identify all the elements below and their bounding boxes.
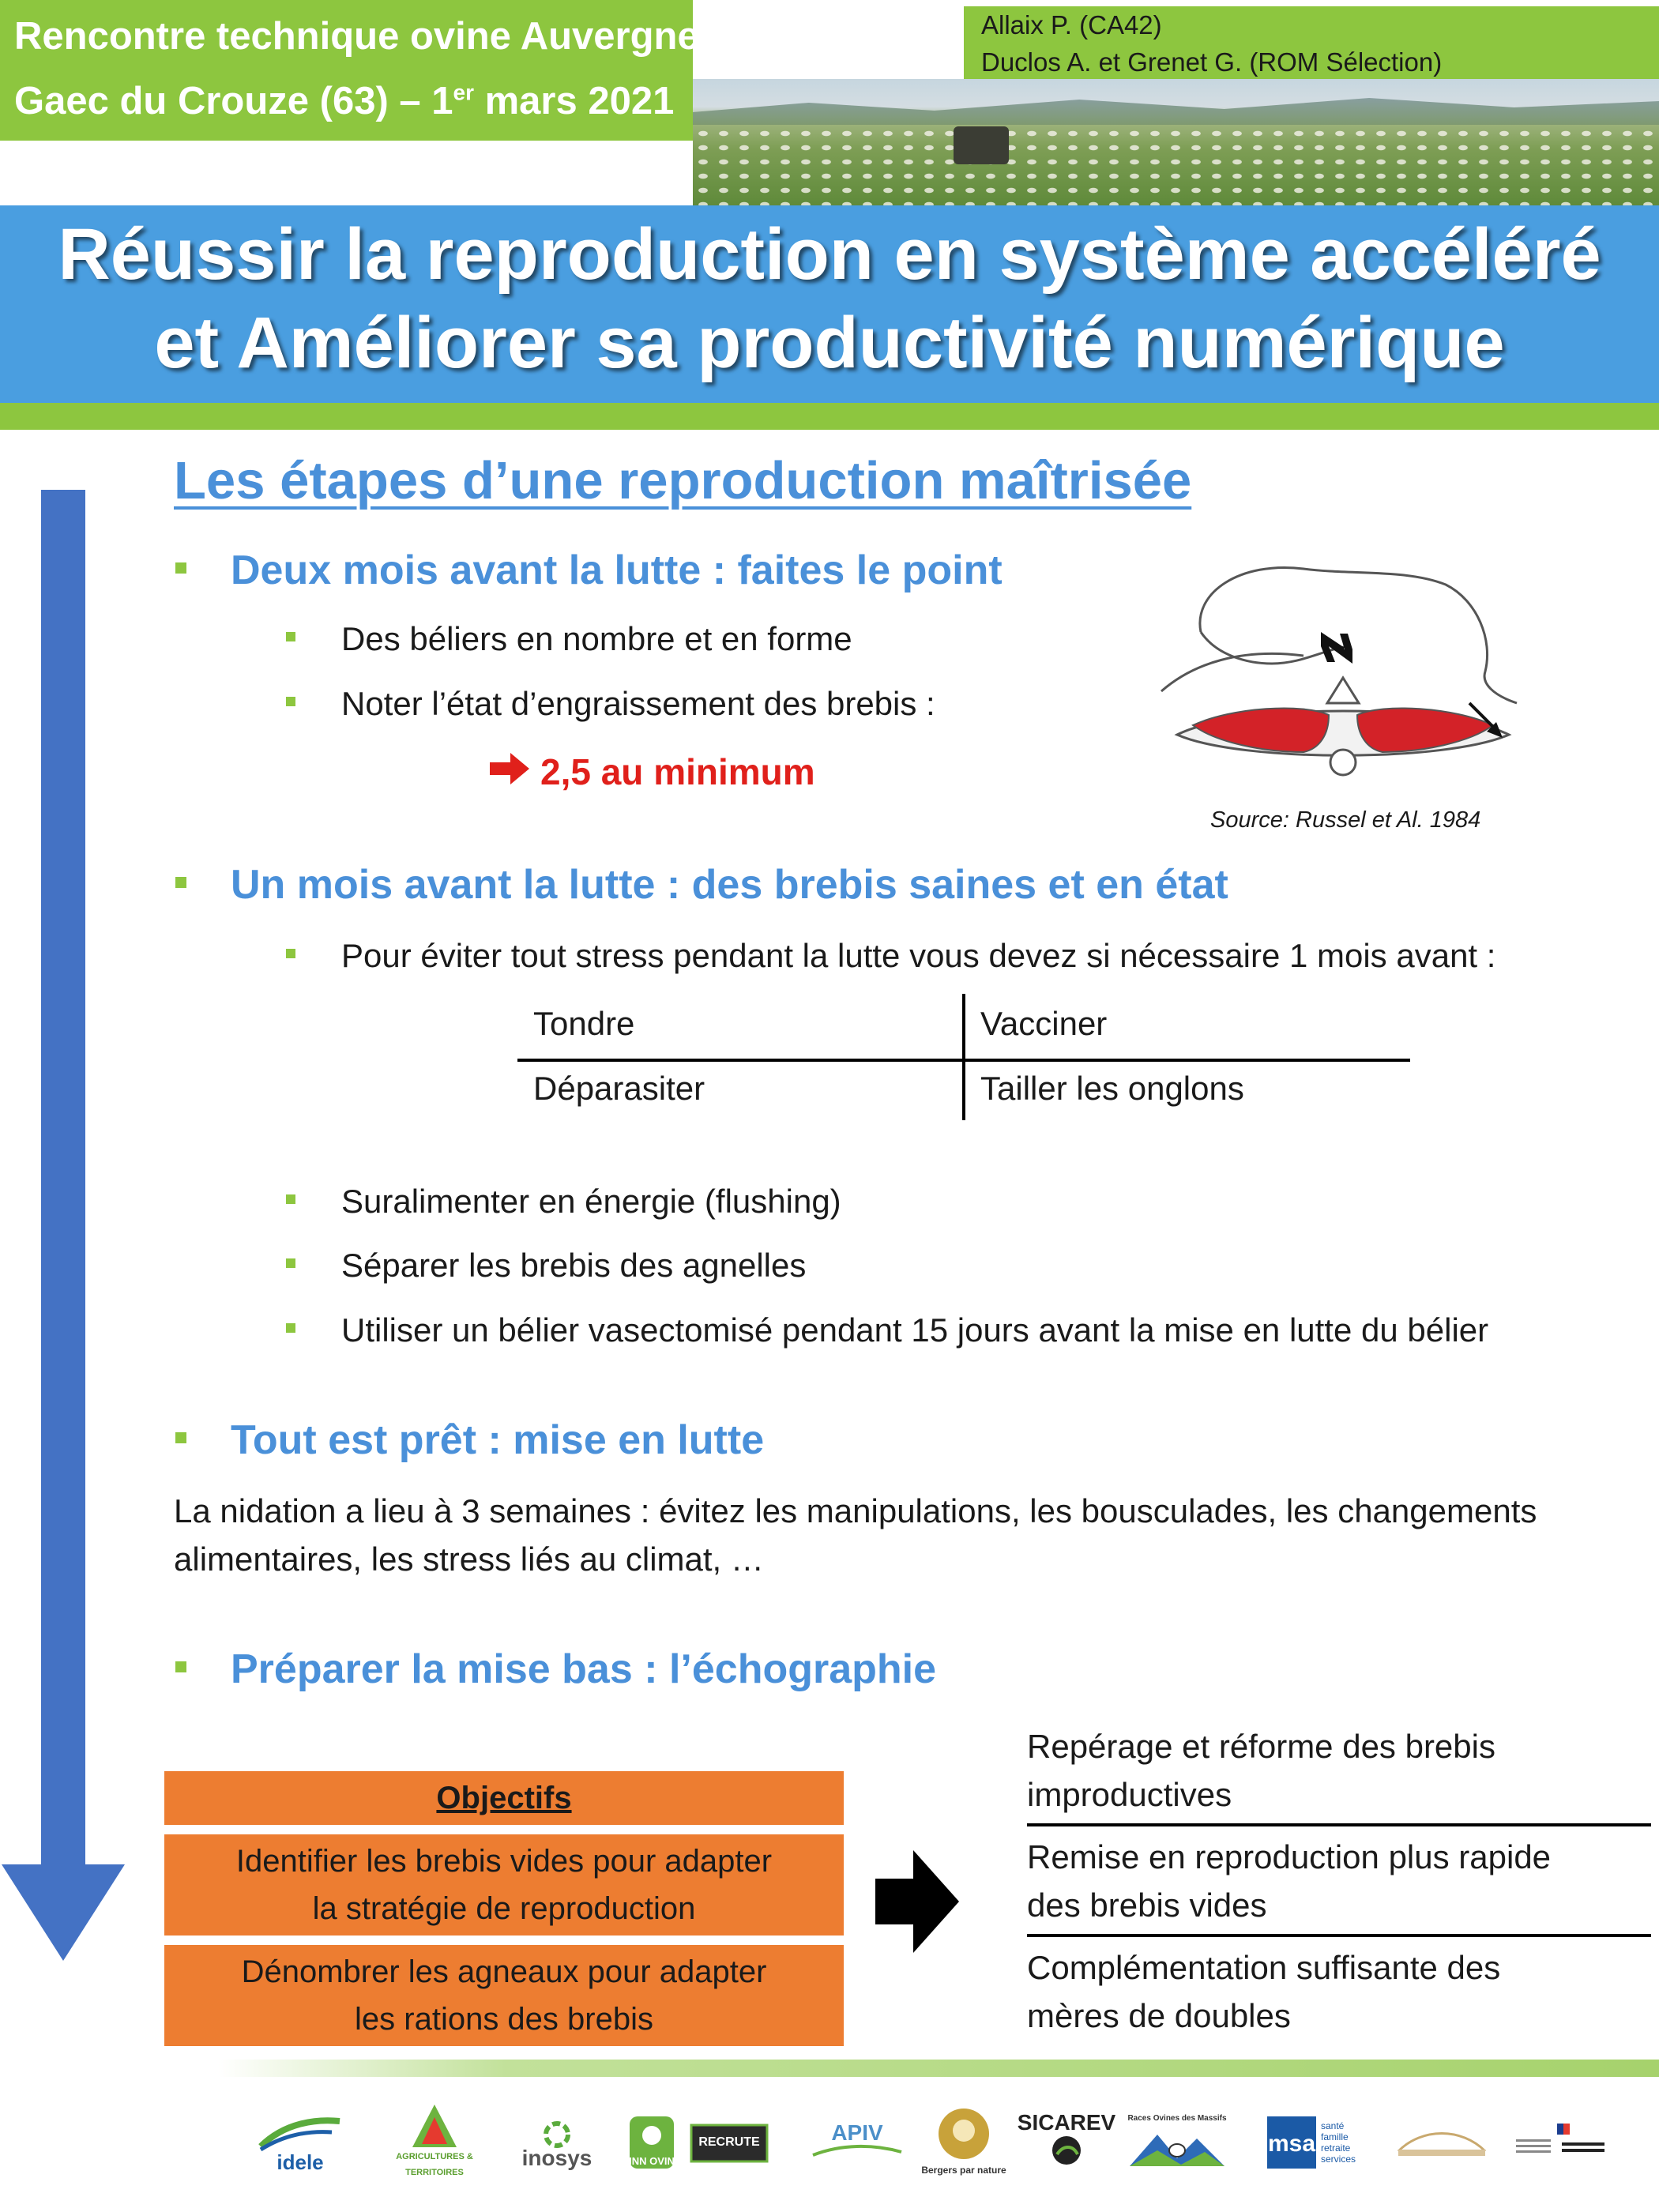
- step-1-title: Deux mois avant la lutte : faites le point: [175, 547, 1003, 594]
- result-item: Complémentation suffisante des mères de doubles: [1027, 1949, 1501, 2034]
- section-heading: Les étapes d’une reproduction maîtrisée: [174, 451, 1192, 510]
- bullet-square-icon: [175, 1432, 186, 1443]
- vehicle-shape: [954, 126, 1009, 164]
- place-date-line: Gaec du Crouze (63) – 1er mars 2021: [14, 80, 675, 122]
- green-divider-bottom: [218, 2060, 1659, 2077]
- bullet-square-icon: [286, 1323, 295, 1333]
- author-1: Allaix P. (CA42): [981, 10, 1162, 40]
- list-item: Des béliers en nombre et en forme: [286, 620, 852, 658]
- inn-ovin-logo: INN OVIN: [624, 2103, 679, 2182]
- objective-box: Identifier les brebis vides pour adapter la stratégie de reproduction: [164, 1834, 844, 1936]
- bullet-square-icon: [286, 1194, 295, 1204]
- result-divider: [1027, 1823, 1651, 1826]
- step-4-title: Préparer la mise bas : l’échographie: [175, 1646, 936, 1693]
- body-condition-scoring-illustration: [1146, 545, 1533, 798]
- list-item: Utiliser un bélier vasectomisé pendant 15 jours avant la mise en lutte du bélier: [286, 1311, 1488, 1349]
- table-vertical-rule: [962, 994, 965, 1120]
- page-title: [0, 210, 1659, 387]
- agricultures-territoires-logo: AGRICULTURES & TERRITOIRES: [379, 2103, 490, 2182]
- bullet-square-icon: [175, 877, 186, 888]
- sheep-pasture-photo: [693, 79, 1659, 205]
- author-2: Duclos A. et Grenet G. (ROM Sélection): [981, 47, 1443, 77]
- pays-des-bergers-logo: [1386, 2103, 1497, 2182]
- objective-box: Dénombrer les agneaux pour adapter les rations des brebis: [164, 1945, 844, 2046]
- table-cell: Vacciner: [980, 1005, 1108, 1042]
- result-divider: [1027, 1934, 1651, 1937]
- objectives-title: Objectifs: [164, 1771, 844, 1825]
- bullet-square-icon: [286, 697, 295, 706]
- title-line-1: Réussir la reproduction en système accéléré: [58, 214, 1601, 295]
- table-cell: Déparasiter: [533, 1070, 705, 1107]
- image-source-caption: Source: Russel et Al. 1984: [1210, 807, 1481, 833]
- table-cell: Tailler les onglons: [980, 1070, 1244, 1107]
- result-item: Repérage et réforme des brebis improductives: [1027, 1728, 1495, 1813]
- list-item: Séparer les brebis des agnelles: [286, 1247, 806, 1285]
- title-line-2: et Améliorer sa productivité numérique: [154, 303, 1505, 383]
- minimum-score: 2,5 au minimum: [490, 750, 815, 793]
- svg-text:msa: msa: [1267, 2131, 1316, 2157]
- bullet-square-icon: [286, 949, 295, 958]
- hills-shape: [693, 93, 1659, 125]
- filiere-ovine-recrute-logo: RECRUTE: [686, 2103, 773, 2182]
- authors-box: [964, 6, 1659, 85]
- green-divider-top: [0, 403, 1659, 430]
- table-horizontal-rule: [517, 1059, 1410, 1062]
- bullet-square-icon: [286, 1258, 295, 1268]
- result-item: Remise en reproduction plus rapide des brebis vides: [1027, 1838, 1552, 1924]
- msa-logo: msa santé famille retraite services: [1252, 2103, 1371, 2182]
- copagno-logo: Bergers par nature: [920, 2103, 1007, 2182]
- tasks-table: [517, 994, 1410, 1120]
- idele-logo: idele: [237, 2103, 363, 2182]
- right-arrow-icon: [490, 753, 529, 784]
- list-item: Pour éviter tout stress pendant la lutte vous devez si nécessaire 1 mois avant :: [286, 937, 1495, 975]
- right-arrow-icon: [875, 1850, 959, 1953]
- timeline-down-arrow-icon: [0, 490, 126, 1961]
- bullet-square-icon: [175, 1661, 186, 1672]
- nidation-paragraph: La nidation a lieu à 3 semaines : évitez les manipulations, les bousculades, les changements alimentaires, les stress liés au climat, …: [174, 1492, 1537, 1578]
- sicarev-logo: SICAREV: [1015, 2103, 1118, 2182]
- apiv-logo: APIV: [806, 2103, 908, 2182]
- bullet-square-icon: [175, 562, 186, 574]
- bullet-square-icon: [286, 632, 295, 641]
- step-3-title: Tout est prêt : mise en lutte: [175, 1416, 764, 1464]
- step-2-title: Un mois avant la lutte : des brebis saines et en état: [175, 861, 1228, 908]
- races-ovines-des-massifs-logo: Races Ovines des Massifs: [1122, 2103, 1232, 2182]
- event-line: Rencontre technique ovine Auvergne-Rhône-Alpes: [14, 15, 951, 58]
- ministere-agriculture-logo: [1505, 2103, 1616, 2182]
- table-cell: Tondre: [533, 1005, 635, 1042]
- flock-texture: [693, 126, 1659, 205]
- list-item: Suralimenter en énergie (flushing): [286, 1183, 841, 1221]
- list-item: Noter l’état d’engraissement des brebis :: [286, 685, 935, 723]
- inosys-logo: inosys: [494, 2103, 620, 2182]
